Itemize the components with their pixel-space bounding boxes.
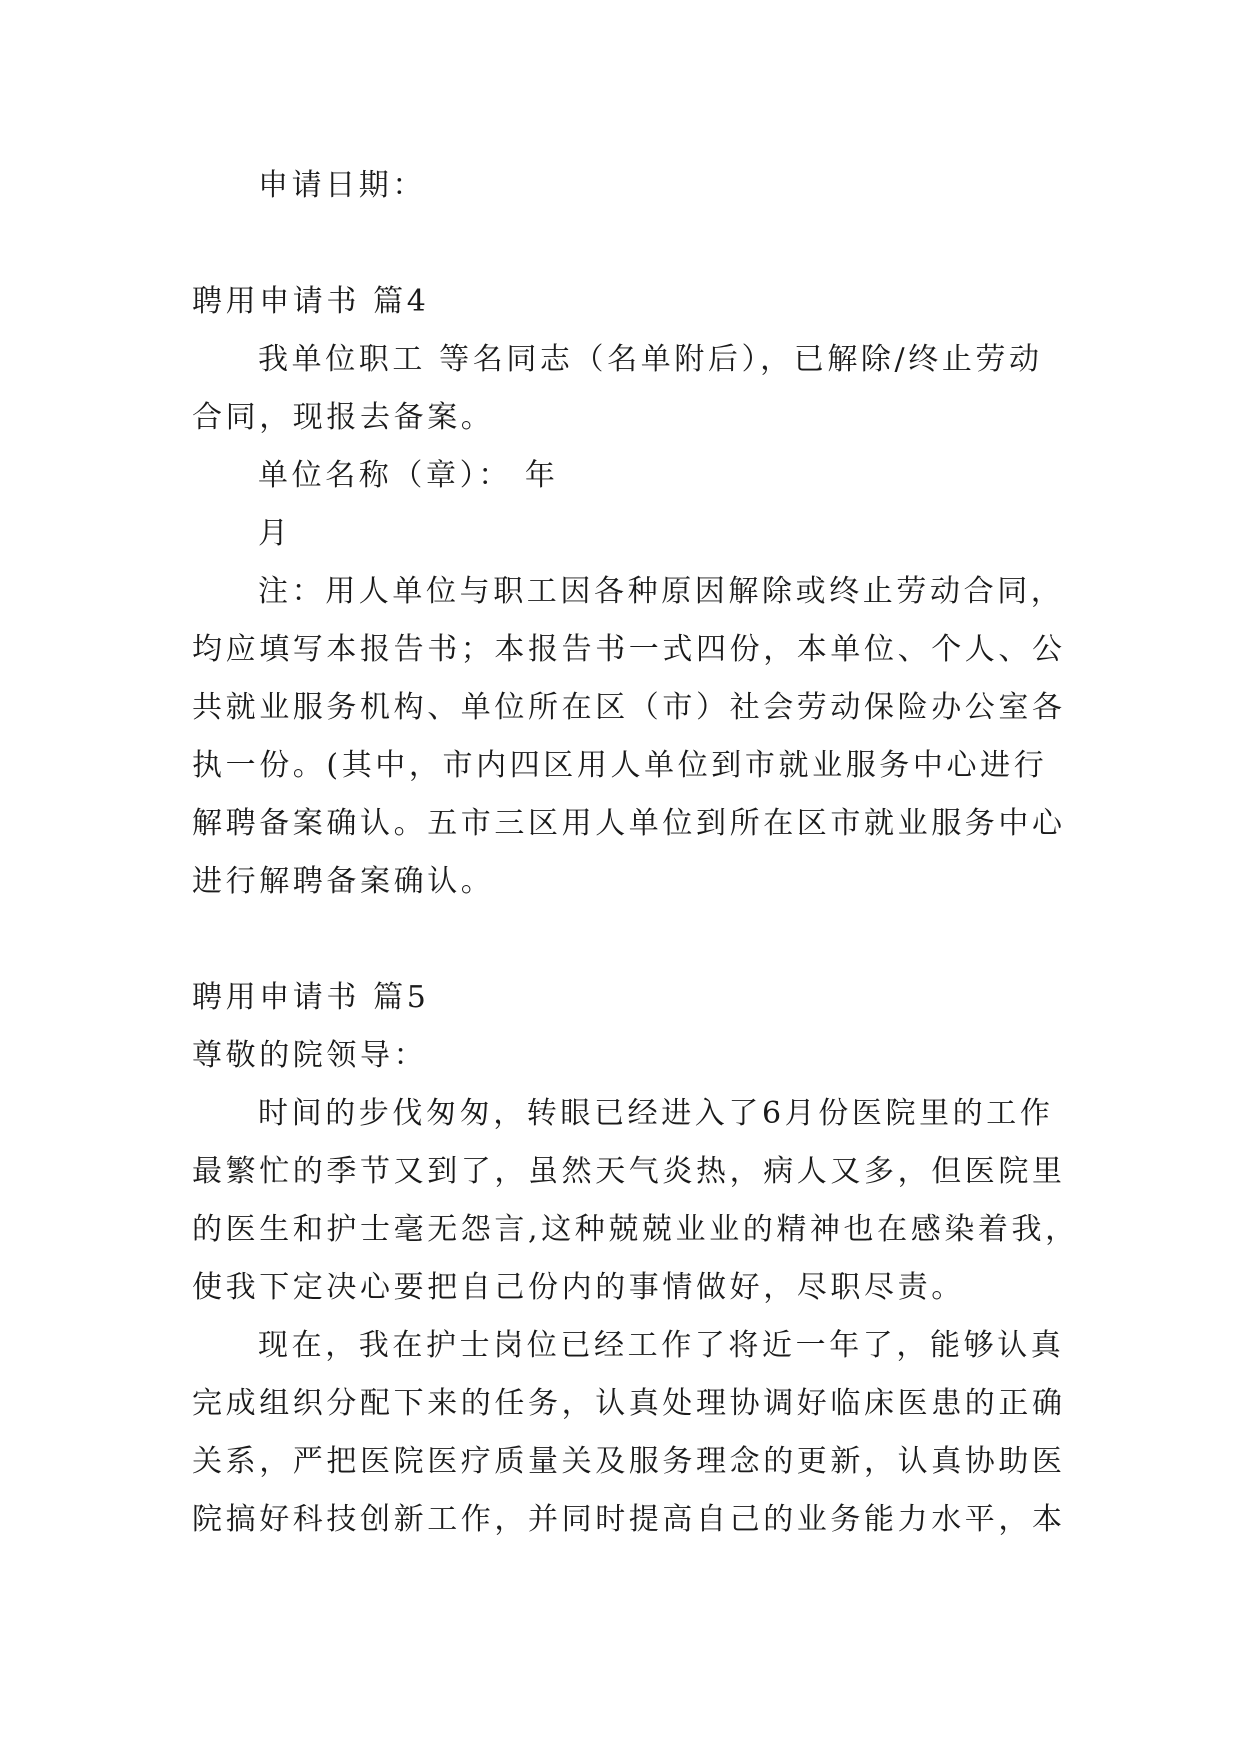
paragraph-line: 最繁忙的季节又到了，虽然天气炎热，病人又多，但医院里 <box>192 1154 1066 1189</box>
note-line: 共就业服务机构、单位所在区（市）社会劳动保险办公室各 <box>192 690 1066 725</box>
paragraph-line: 现在，我在护士岗位已经工作了将近一年了，能够认真 <box>258 1328 1065 1363</box>
note-line: 进行解聘备案确认。 <box>192 864 495 899</box>
paragraph-line: 使我下定决心要把自己份内的事情做好，尽职尽责。 <box>192 1270 965 1305</box>
paragraph-line: 关系，严把医院医疗质量关及服务理念的更新，认真协助医 <box>192 1444 1066 1479</box>
paragraph-line: 完成组织分配下来的任务，认真处理协调好临床医患的正确 <box>192 1386 1066 1421</box>
paragraph-line: 时间的步伐匆匆，转眼已经进入了6月份医院里的工作 <box>258 1096 1054 1131</box>
note-line: 注：用人单位与职工因各种原因解除或终止劳动合同， <box>258 574 1065 609</box>
month-line: 月 <box>258 516 292 551</box>
note-line: 解聘备案确认。五市三区用人单位到所在区市就业服务中心 <box>192 806 1066 841</box>
section-title-4: 聘用申请书 篇4 <box>192 284 430 319</box>
note-line: 均应填写本报告书；本报告书一式四份，本单位、个人、公 <box>192 632 1066 667</box>
apply-date-line: 申请日期： <box>258 168 426 203</box>
salutation: 尊敬的院领导： <box>192 1038 428 1073</box>
paragraph-line: 院搞好科技创新工作，并同时提高自己的业务能力水平，本 <box>192 1502 1066 1537</box>
paragraph-line: 合同，现报去备案。 <box>192 400 495 435</box>
note-line: 执一份。(其中，市内四区用人单位到市就业服务中心进行 <box>192 748 1048 783</box>
unit-name-line: 单位名称（章）： 年 <box>258 458 559 493</box>
paragraph-line: 的医生和护士毫无怨言,这种兢兢业业的精神也在感染着我， <box>192 1212 1079 1247</box>
section-title-5: 聘用申请书 篇5 <box>192 980 430 1015</box>
paragraph-line: 我单位职工 等名同志（名单附后），已解除/终止劳动 <box>258 342 1043 377</box>
